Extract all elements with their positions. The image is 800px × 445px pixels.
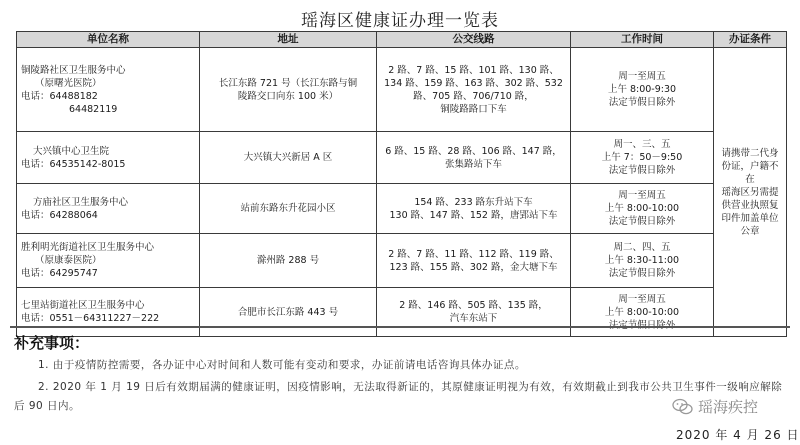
table-row	[17, 184, 787, 234]
page-title: 瑶海区健康证办理一览表	[301, 11, 499, 31]
bus-line: 130 路、147 路、152 路，唐郢站下车	[389, 209, 558, 221]
unit-phone: 电话：0551－64311227－222	[21, 313, 160, 324]
hours-cell	[571, 234, 714, 288]
header-name: 单位名称	[17, 32, 200, 48]
unit-phone: 电话：64535142-8015	[21, 158, 126, 170]
bus-line: 路、705 路、706/710 路，	[413, 90, 534, 102]
supplement-title: 补充事项：	[14, 334, 90, 352]
address-line: 长江东路 721 号（长江东路与铜	[218, 77, 358, 89]
unit-name: 大兴镇中心卫生院	[33, 145, 110, 157]
header-hours: 工作时间	[571, 32, 714, 48]
bus-line: 张集路站下车	[444, 158, 502, 170]
hours-line: 法定节假日除外	[608, 216, 676, 227]
supplement-section	[10, 326, 790, 445]
bus-line: 2 路、146 路、505 路、135 路，	[399, 300, 548, 311]
unit-name-cell	[17, 234, 200, 288]
hours-cell	[571, 184, 714, 234]
hours-line: 法定节假日除外	[608, 268, 676, 279]
unit-name: 铜陵路社区卫生服务中心	[21, 64, 126, 76]
hours-line: 上午 8:00-10:00	[604, 203, 680, 214]
hours-line: 上午 8:00-10:00	[604, 306, 680, 318]
unit-phone: 电话：64288064	[21, 209, 98, 221]
bus-cell	[377, 48, 571, 132]
header-bus: 公交线路	[377, 32, 571, 48]
address-line: 陵路交口向东 100 米）	[237, 90, 339, 102]
hours-cell	[571, 48, 714, 132]
bus-line: 154 路、233 路东升站下车	[414, 196, 533, 208]
address-line: 合肥市长江东路 443 号	[237, 306, 339, 318]
wechat-icon	[672, 398, 694, 416]
unit-phone: 电话：64488182	[21, 90, 98, 102]
unit-name: 方庙社区卫生服务中心	[33, 196, 129, 208]
unit-phone-2: 64482119	[69, 103, 118, 115]
unit-alias: （原康泰医院）	[35, 255, 102, 266]
bus-cell	[377, 184, 571, 234]
table-row	[17, 234, 787, 288]
address-cell	[200, 132, 377, 184]
hours-cell	[571, 132, 714, 184]
issue-date: 2020 年 4 月 26 日	[676, 428, 800, 442]
address-cell	[200, 234, 377, 288]
hours-line: 周一至周五	[618, 190, 666, 201]
unit-name-cell	[17, 184, 200, 234]
conditions-line: 瑶海区另需提	[721, 186, 779, 198]
address-cell	[200, 184, 377, 234]
hours-line: 法定节假日除外	[608, 319, 676, 331]
hours-line: 周一、三、五	[613, 139, 671, 150]
address-line: 滁州路 288 号	[256, 255, 320, 266]
unit-name-cell	[17, 132, 200, 184]
hours-line: 上午 8:30-11:00	[604, 255, 680, 266]
conditions-line: 份证，户籍不在	[721, 160, 779, 185]
conditions-line: 供营业执照复	[721, 199, 779, 211]
hours-line: 周一至周五	[618, 293, 666, 305]
address-cell	[200, 48, 377, 132]
table-row	[17, 48, 787, 132]
hours-line: 法定节假日除外	[608, 97, 676, 108]
wechat-watermark	[672, 396, 758, 417]
unit-phone: 电话：64295747	[21, 268, 98, 279]
hours-line: 法定节假日除外	[608, 165, 676, 176]
address-line: 大兴镇大兴新居 A 区	[243, 152, 333, 163]
table-header-row	[17, 32, 787, 48]
bus-line: 2 路、7 路、11 路、112 路、119 路、	[388, 248, 559, 260]
supplement-item-1: 1. 由于疫情防控需要，各办证中心对时间和人数可能有变动和要求，办证前请电话咨询具体办证点。	[38, 359, 526, 371]
bus-line: 汽车东站下	[449, 313, 498, 324]
conditions-line: 请携带二代身	[721, 147, 779, 159]
bus-line: 6 路、15 路、28 路、106 路、147 路，	[385, 145, 562, 157]
header-conditions: 办证条件	[714, 32, 787, 48]
conditions-line: 印件加盖单位	[721, 212, 779, 224]
conditions-cell	[714, 48, 787, 337]
unit-alias: （原曙光医院）	[35, 77, 102, 89]
bus-cell	[377, 234, 571, 288]
hours-line: 上午 8:00-9:30	[607, 84, 677, 95]
address-line: 站前东路东升花园小区	[240, 203, 336, 214]
header-address: 地址	[200, 32, 377, 48]
unit-name-cell	[17, 48, 200, 132]
bus-line: 2 路、7 路、15 路、101 路、130 路、	[388, 64, 559, 76]
hours-line: 周二、四、五	[613, 242, 671, 253]
unit-name: 七里站街道社区卫生服务中心	[21, 300, 145, 311]
supplement-item-2: 2. 2020 年 1 月 19 日后有效期届满的健康证明，因疫情影响，无法取得新证的，其原健康证明视为有效，有效期截止到我市公共卫生事件一级响应解除后 90 日内。	[14, 381, 783, 412]
watermark-text: 瑶海疾控	[698, 398, 759, 416]
bus-line: 铜陵路路口下车	[440, 103, 507, 115]
unit-name: 胜利明光街道社区卫生服务中心	[21, 242, 155, 253]
table-row	[17, 132, 787, 184]
hours-line: 周一至周五	[618, 71, 666, 82]
bus-cell	[377, 132, 571, 184]
bus-line: 134 路、159 路、163 路、302 路、532	[384, 77, 563, 89]
health-cert-table	[16, 31, 787, 337]
conditions-line: 公章	[740, 225, 760, 237]
bus-line: 123 路、155 路、302 路，金大塘下车	[389, 261, 558, 273]
hours-line: 上午 7：50－9:50	[601, 152, 683, 163]
